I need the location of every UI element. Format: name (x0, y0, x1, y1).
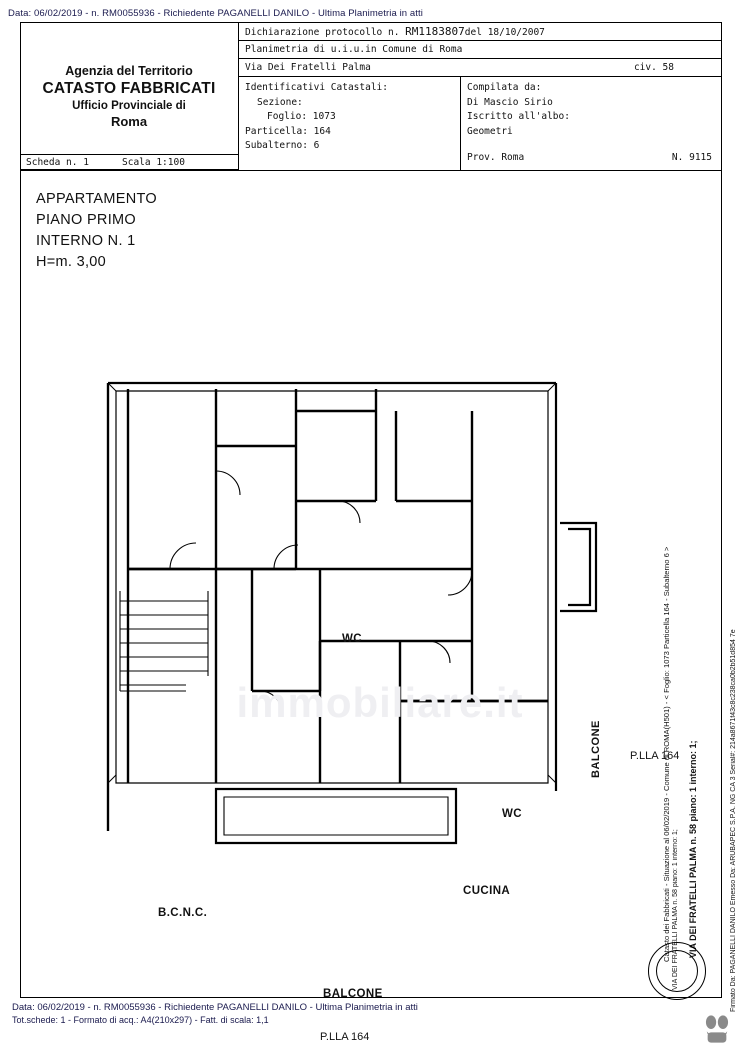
vertical-note-signature: Firmato Da: PAGANELLI DANILO Emesso Da: ARUBAPEC S.P.A. NG CA 3 Serial#: 214a8671f43c8c238ca0b2b51d854 7e (730, 629, 737, 1012)
plan-title-line-1: PIANO PRIMO (36, 212, 136, 228)
declaration-row (239, 22, 722, 41)
prov-label: Prov. Roma (467, 151, 525, 163)
foglio-label: Foglio: (267, 111, 308, 122)
declaration-header (238, 22, 722, 170)
agency-header (20, 22, 238, 170)
subalterno-label: Subalterno: (245, 140, 308, 151)
subalterno-value: 6 (313, 140, 320, 151)
plan-title-line-3: H=m. 3,00 (36, 254, 106, 270)
room-label-wc-top: WC (342, 633, 362, 645)
plla-right-label: P.LLA 164 (630, 750, 680, 762)
stairs (120, 591, 208, 691)
room-label-cucina: CUCINA (463, 885, 511, 897)
top-header-note: Data: 06/02/2019 - n. RM0055936 - Richiedente PAGANELLI DANILO - Ultima Planimetria in atti (8, 8, 423, 19)
iscritto-value: Geometri (467, 125, 513, 137)
floor-plan-svg (20, 171, 722, 999)
watermark: immobiliare.it (236, 679, 524, 726)
room-label-bcnc: B.C.N.C. (158, 907, 208, 919)
plan-title-line-2: INTERNO N. 1 (36, 233, 136, 249)
round-stamp (648, 942, 706, 1000)
vertical-note-address: VIA DEI FRATELLI PALMA n. 58 piano: 1 interno: 1; (672, 829, 679, 990)
declaration-date: 18/10/2007 (487, 27, 545, 38)
subalterno-line (245, 139, 454, 154)
iscritto-label: Iscritto all'albo: (467, 111, 570, 122)
balcony-right (560, 523, 596, 611)
office-city: Roma (110, 113, 148, 129)
agency-name: Agenzia del Territorio (65, 63, 193, 78)
sezione-label: Sezione: (257, 96, 303, 108)
compiler-column (461, 77, 722, 170)
particella-value: 164 (313, 125, 331, 137)
catasto-title: CATASTO FABBRICATI (42, 79, 216, 97)
identifiers-split (239, 77, 722, 170)
address-row (239, 59, 722, 77)
room-label-wc-bottom: WC (502, 808, 522, 820)
compilata-label: Compilata da: (467, 82, 542, 93)
particella-line (245, 125, 454, 140)
scale-label: Scala 1:100 (122, 156, 185, 168)
scheda-row (20, 154, 238, 170)
planimetry-row: Planimetria di u.i.u.in Comune di Roma (239, 41, 722, 59)
room-label-balcone-right: BALCONE (590, 720, 602, 778)
foglio-line (245, 110, 454, 125)
scheda-number: Scheda n. 1 (26, 156, 89, 168)
office-line: Ufficio Provinciale di (72, 99, 186, 112)
declaration-del: del (464, 27, 482, 38)
plla-bottom-label: P.LLA 164 (320, 1031, 370, 1043)
bottom-note-2: Tot.schede: 1 - Formato di acq.: A4(210x297) - Fatt. di scala: 1,1 (12, 1015, 269, 1025)
balcony-bottom (216, 789, 456, 843)
bottom-note-1: Data: 06/02/2019 - n. RM0055936 - Richiedente PAGANELLI DANILO - Ultima Planimetria in atti (12, 1002, 418, 1013)
declaration-label: Dichiarazione protocollo n. (245, 27, 400, 38)
vertical-note-address-bold: VIA DEI FRATELLI PALMA n. 58 piano: 1 interno: 1; (688, 740, 698, 958)
identifiers-title: Identificativi Catastali: (245, 82, 388, 93)
civic-number: civ. 58 (633, 62, 674, 73)
particella-label: Particella: (245, 125, 308, 137)
room-label-balcone-bottom: BALCONE (323, 988, 383, 1000)
declaration-number: RM1183807 (405, 25, 465, 38)
identifiers-column (239, 77, 461, 170)
vertical-note-catasto: Catasto dei Fabbricati - Situazione al 06/02/2019 - Comune di ROMA(H501) - < Foglio: 1073 Particella 164 - Subalterno 6 > (662, 546, 671, 962)
address-text: Via Dei Fratelli Palma (245, 62, 371, 73)
plan-title-line-0: APPARTAMENTO (36, 191, 157, 207)
albo-number: N. 9115 (671, 151, 712, 163)
foglio-value: 1073 (312, 111, 336, 122)
compilata-name: Di Mascio Sirio (467, 96, 553, 108)
brand-logo-icon (700, 1012, 734, 1046)
